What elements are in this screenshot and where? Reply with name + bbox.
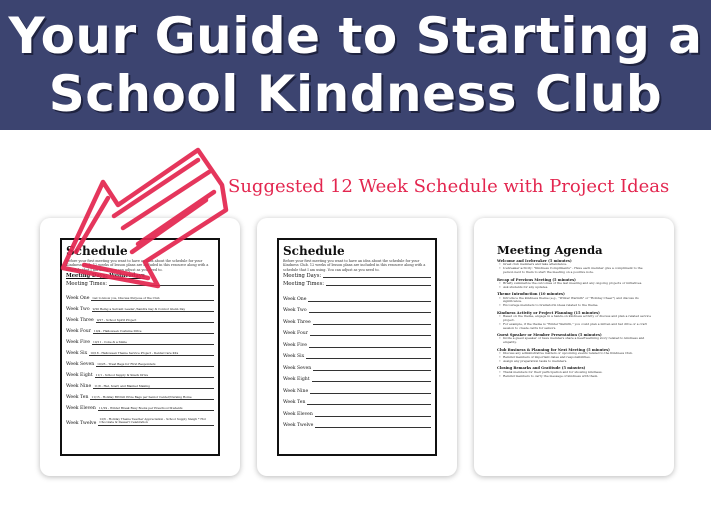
agenda-bullet-item: • Discuss any administrative matters or upcoming events related to the Kindness Club.: [497, 352, 651, 356]
agenda-section-heading: Theme Introduction (10 minutes): [497, 292, 565, 297]
week-label: Week Eleven: [283, 411, 313, 417]
week-label: Week Five: [283, 342, 307, 348]
week-project: 11/15 - Holiday BINGO Prize Bags per Senior Center/Nursing Home: [90, 395, 214, 400]
week-label: Week Seven: [283, 365, 312, 371]
week-row: [66, 400, 214, 411]
week-row: [66, 411, 214, 426]
week-row: [66, 378, 214, 389]
week-label: Week Nine: [283, 388, 309, 394]
week-project: 10/11 - Coke & a Smile: [92, 340, 214, 345]
meeting-times-line: [66, 280, 214, 288]
week-label: Week One: [283, 296, 307, 302]
agenda-section: [497, 311, 651, 331]
agenda-section: [497, 278, 651, 290]
agenda-bullet-item: • Thank members for their participation and for showing kindness.: [497, 371, 651, 375]
week-project: 11/1 - School Supply & Snack Drive: [95, 373, 214, 378]
meeting-times-label: Meeting Times:: [66, 281, 108, 287]
week-blank-line: [313, 370, 431, 371]
week-label: Week Six: [283, 354, 305, 359]
agenda-section: [497, 259, 651, 275]
agenda-section-heading: Kindness Activity or Project Planning (15 minutes): [497, 310, 600, 315]
week-project: 11/29 - Winter Break Busy Books per Preschool Students: [98, 406, 214, 411]
agenda-title: Meeting Agenda: [497, 243, 603, 257]
week-label: Week Six: [66, 351, 88, 356]
agenda-bullet-item: • Ask students for any updates.: [497, 286, 651, 290]
agenda-section-heading: Club Business & Planning for Next Meeting (5 minutes): [497, 347, 610, 352]
week-project: 9/20 Being a Servant Leader /Sandra Gay & Connor Glenn Day: [92, 307, 214, 312]
meeting-days-label: Meeting Days: Wednesdays: [66, 273, 145, 279]
blank-schedule-page: [277, 238, 437, 456]
agenda-bullet-item: • Encourage members to brainstorm ideas related to the theme.: [497, 304, 651, 308]
week-label: Week Three: [66, 318, 94, 323]
agenda-bullet-item: • Assign any preparation tasks to members.: [497, 360, 651, 364]
week-blank-line: [306, 358, 431, 359]
week-project: 11/8 - Hat, Scarf, and Blanket Making: [93, 384, 214, 389]
week-label: Week Three: [283, 319, 311, 325]
agenda-bullet-item: • Introduce the kindness theme (e.g., "Winter Warmth" or "Holiday Cheer") and discuss its significance.: [497, 297, 651, 305]
schedule-intro: Before your first meeting you want to have an idea about the schedule for your Kindness Club. 12 weeks of lesson plans are included in this resource along with a schedule that I am using. You can adjust as you need to.: [66, 259, 209, 272]
schedule-intro: Before your first meeting you want to have an idea about the schedule for your Kindness Club. 12 weeks of lesson plans are included in this resource along with a schedule that I am using. You can adjust as you need to.: [283, 259, 426, 272]
week-label: Week One: [66, 296, 90, 301]
agenda-section: [497, 333, 651, 345]
week-row: [66, 367, 214, 378]
week-label: Week Twelve: [66, 421, 97, 426]
week-row: [283, 359, 431, 371]
filled-schedule-page: [60, 238, 220, 456]
filled-week-list: [66, 290, 214, 426]
week-project: 10/18 - Halloween Theme Service Project - Dental Care Kits: [89, 351, 214, 356]
blank-schedule-card: [257, 218, 457, 476]
meeting-agenda-card: [474, 218, 674, 476]
week-project: 12/6 - Holiday Theme Teacher Appreciation - School Supply Sleigh * Hot Chocolate & Dessert Celebration: [98, 418, 214, 426]
week-row: [283, 394, 431, 406]
agenda-section-heading: Closing Remarks and Gratitude (5 minutes): [497, 366, 586, 371]
week-label: Week Nine: [66, 384, 92, 389]
week-blank-line: [307, 404, 431, 405]
week-blank-line: [315, 416, 431, 417]
agenda-sections: [497, 259, 651, 378]
week-label: Week Twelve: [283, 423, 314, 428]
meeting-days-line: [66, 272, 214, 280]
meeting-times-label: Meeting Times:: [283, 281, 325, 287]
agenda-section-heading: Guest Speaker or Member Presentation (5 minutes): [497, 333, 602, 338]
week-row: [66, 334, 214, 345]
agenda-section-heading: Welcome and Icebreaker (5 minutes): [497, 259, 572, 263]
agenda-section-heading: Recap of Previous Meeting (5 minutes): [497, 277, 576, 282]
meeting-days-blank: [323, 277, 431, 278]
week-blank-line: [313, 324, 431, 325]
week-label: Week Ten: [283, 400, 306, 405]
week-label: Week Seven: [66, 362, 95, 367]
week-row: [283, 290, 431, 302]
week-project: 9/27 - School Spirit Project: [96, 318, 214, 323]
week-blank-line: [312, 381, 431, 382]
week-blank-line: [308, 301, 431, 302]
banner-title-line-1: Your Guide to Starting a: [8, 7, 703, 65]
week-label: Week Four: [283, 331, 308, 336]
schedule-title: Schedule: [66, 244, 128, 258]
week-project: 10/4 - Halloween Costume Drive: [93, 329, 214, 334]
week-row: [66, 301, 214, 312]
week-label: Week Four: [66, 329, 91, 334]
agenda-bullet-item: • Briefly summarize the outcomes of the last meeting and any ongoing projects or initiatives.: [497, 282, 651, 286]
agenda-section: [497, 292, 651, 308]
week-blank-line: [315, 427, 431, 428]
meeting-days-label: Meeting Days:: [283, 273, 322, 279]
agenda-bullet-item: • Greet club members and take attendance.: [497, 263, 651, 267]
week-project: Get to know you, Discuss Purpose of the Club: [91, 296, 214, 301]
week-row: [283, 371, 431, 383]
week-row: [283, 405, 431, 417]
week-row: [66, 323, 214, 334]
meeting-times-blank: [109, 285, 214, 286]
week-row: [283, 325, 431, 337]
blank-week-list: [283, 290, 431, 428]
agenda-section: [497, 348, 651, 364]
week-blank-line: [309, 347, 431, 348]
agenda-bullet-item: • Remind members of important dates and responsibilities.: [497, 356, 651, 360]
meeting-times-blank: [326, 285, 431, 286]
week-project: 10/25 - Treat Bags for First Responders: [96, 362, 214, 367]
week-blank-line: [310, 393, 431, 394]
week-row: [66, 312, 214, 323]
week-blank-line: [309, 312, 431, 313]
week-row: [66, 290, 214, 301]
week-row: [66, 389, 214, 400]
title-banner: [0, 0, 711, 130]
week-row: [283, 302, 431, 314]
agenda-bullet-item: • Invite a guest speaker or have members share a heartwarming story related to kindness and empathy.: [497, 337, 651, 345]
meeting-days-line: [283, 272, 431, 280]
schedule-caption: Suggested 12 Week Schedule with Project Ideas: [228, 176, 670, 197]
week-label: Week Two: [283, 308, 307, 313]
week-label: Week Five: [66, 340, 90, 345]
agenda-section: [497, 366, 651, 378]
week-row: [66, 345, 214, 356]
banner-title-line-2: School Kindness Club: [48, 65, 663, 123]
week-row: [283, 382, 431, 394]
agenda-bullet-item: • Based on the theme, engage in a hands-on kindness activity or discuss and plan a related service project.: [497, 315, 651, 323]
week-row: [283, 336, 431, 348]
filled-schedule-card: [40, 218, 240, 476]
week-row: [283, 348, 431, 360]
week-row: [66, 356, 214, 367]
week-label: Week Two: [66, 307, 90, 312]
week-row: [283, 417, 431, 429]
week-label: Week Eleven: [66, 406, 96, 411]
week-row: [283, 313, 431, 325]
week-label: Week Ten: [66, 395, 89, 400]
agenda-bullet-item: • Remind members to carry the message of kindness with them.: [497, 375, 651, 379]
schedule-title: Schedule: [283, 244, 345, 258]
agenda-bullet-item: • For example, if the theme is "Winter Warmth," you could plan a mitten and hat drive or a craft session to create cards for seniors.: [497, 323, 651, 331]
meeting-times-line: [283, 280, 431, 288]
meeting-agenda-page: [494, 238, 654, 456]
week-label: Week Eight: [283, 377, 310, 382]
agenda-bullet-item: • Icebreaker activity: "Kindness Compliments" - Have each member give a compliment to the person next to them to start the meeting on a positive note.: [497, 267, 651, 275]
week-blank-line: [310, 335, 431, 336]
week-label: Week Eight: [66, 373, 93, 378]
